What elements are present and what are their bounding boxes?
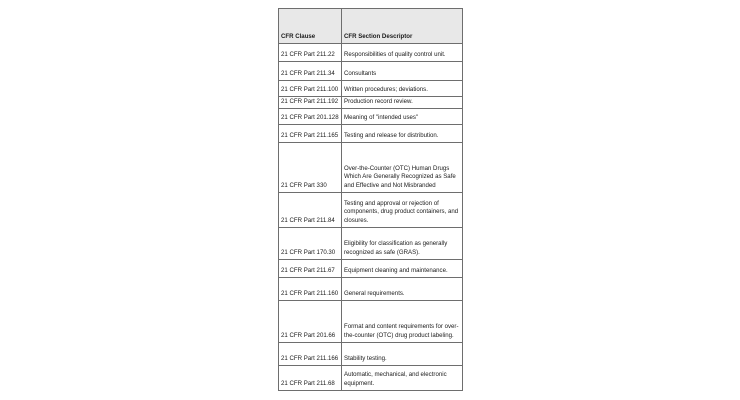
cfr-table bbox=[278, 8, 463, 391]
cfr-clause-cell: 21 CFR Part 170.30 bbox=[279, 228, 342, 260]
section-descriptor-cell: Responsibilities of quality control unit. bbox=[342, 44, 463, 62]
section-descriptor-cell: Automatic, mechanical, and electronic equipment. bbox=[342, 366, 463, 391]
section-descriptor-cell: Testing and release for distribution. bbox=[342, 125, 463, 143]
cfr-clause-cell: 21 CFR Part 211.68 bbox=[279, 366, 342, 391]
table-row bbox=[279, 260, 463, 278]
cfr-clause-cell: 21 CFR Part 211.165 bbox=[279, 125, 342, 143]
table-row bbox=[279, 44, 463, 62]
cfr-clause-cell: 21 CFR Part 211.160 bbox=[279, 278, 342, 301]
table-row bbox=[279, 228, 463, 260]
table-row bbox=[279, 109, 463, 125]
cfr-clause-cell: 21 CFR Part 330 bbox=[279, 143, 342, 193]
section-descriptor-cell: Written procedures; deviations. bbox=[342, 81, 463, 97]
cfr-clause-cell: 21 CFR Part 211.100 bbox=[279, 81, 342, 97]
table-row bbox=[279, 62, 463, 81]
header-cfr-clause: CFR Clause bbox=[279, 9, 342, 44]
header-row bbox=[279, 9, 463, 44]
table-row bbox=[279, 81, 463, 97]
section-descriptor-cell: Stability testing. bbox=[342, 343, 463, 366]
table-row bbox=[279, 343, 463, 366]
section-descriptor-cell: General requirements. bbox=[342, 278, 463, 301]
cfr-clause-cell: 21 CFR Part 201.128 bbox=[279, 109, 342, 125]
cfr-clause-cell: 21 CFR Part 201.66 bbox=[279, 301, 342, 343]
table-row bbox=[279, 301, 463, 343]
cfr-clause-cell: 21 CFR Part 211.34 bbox=[279, 62, 342, 81]
cfr-clause-cell: 21 CFR Part 211.166 bbox=[279, 343, 342, 366]
cfr-clause-cell: 21 CFR Part 211.192 bbox=[279, 97, 342, 109]
section-descriptor-cell: Production record review. bbox=[342, 97, 463, 109]
cfr-clause-cell: 21 CFR Part 211.67 bbox=[279, 260, 342, 278]
section-descriptor-cell: Consultants bbox=[342, 62, 463, 81]
section-descriptor-cell: Equipment cleaning and maintenance. bbox=[342, 260, 463, 278]
table-row bbox=[279, 143, 463, 193]
table-row bbox=[279, 366, 463, 391]
section-descriptor-cell: Format and content requirements for over-the-counter (OTC) drug product labeling. bbox=[342, 301, 463, 343]
cfr-clause-cell: 21 CFR Part 211.22 bbox=[279, 44, 342, 62]
table-row bbox=[279, 278, 463, 301]
section-descriptor-cell: Over-the-Counter (OTC) Human Drugs Which Are Generally Recognized as Safe and Effective and Not Misbranded bbox=[342, 143, 463, 193]
section-descriptor-cell: Eligibility for classification as generally recognized as safe (GRAS). bbox=[342, 228, 463, 260]
section-descriptor-cell: Meaning of "intended uses" bbox=[342, 109, 463, 125]
cfr-clause-cell: 21 CFR Part 211.84 bbox=[279, 193, 342, 228]
table-row bbox=[279, 97, 463, 109]
section-descriptor-cell: Testing and approval or rejection of components, drug product containers, and closures. bbox=[342, 193, 463, 228]
header-cfr-section-descriptor: CFR Section Descriptor bbox=[342, 9, 463, 44]
table-row bbox=[279, 125, 463, 143]
table-row bbox=[279, 193, 463, 228]
